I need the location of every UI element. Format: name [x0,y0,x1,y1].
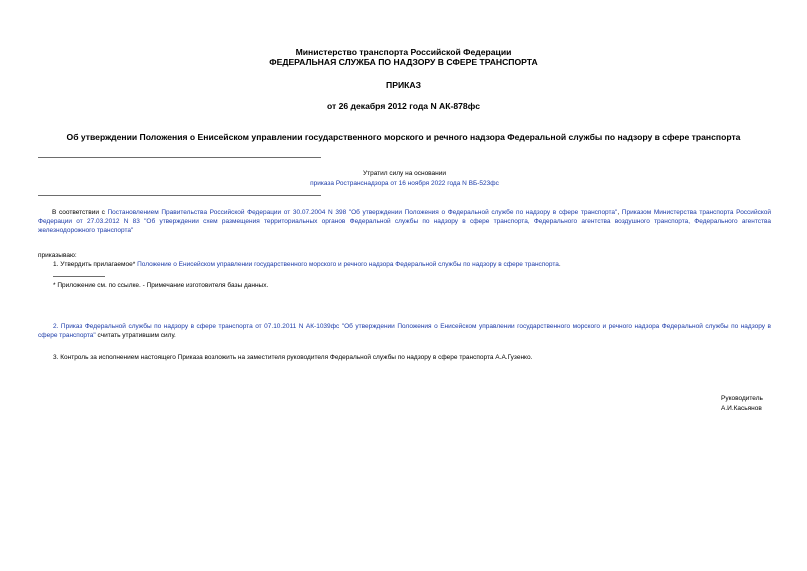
repealed-order-link[interactable]: 2. Приказ Федеральной службы по надзору в сфере транспорта от 07.10.2011 N АК-1039фс "Об утверждении Положения о Енисейском управлении государственного морского и речного надзора Федеральной службы по надзору в сфере транспорта" [38,323,771,339]
preamble-paragraph [38,208,771,235]
signatory-position: Руководитель [721,395,763,402]
ministry-name: Министерство транспорта Российской Федерации [295,47,512,57]
doc-title: Об утверждении Положения о Енисейском управлении государственного морского и речного надзора Федеральной службы по надзору в сфере транспорта [66,132,741,142]
item-1-prefix: 1. Утвердить прилагаемое* [53,261,138,268]
item-2-suffix: считать утратившим силу. [95,332,176,339]
preamble-separator: , [617,209,622,216]
preamble-intro: В соответствии с [52,209,108,216]
item-3: 3. Контроль за исполнением настоящего Приказа возложить на заместителя руководителя Федеральной службы по надзору в сфере транспорта А.А.Гузенко. [53,354,533,361]
doc-type: ПРИКАЗ [386,80,421,90]
repeal-order-link[interactable]: приказа Ространснадзора от 16 ноября 2022 года N ВБ-523фс [310,180,499,187]
item-1 [53,260,771,269]
status-line: Утратил силу на основании [362,170,447,177]
order-word: приказываю: [38,252,77,259]
item-1-suffix: . [558,261,561,268]
divider-top [38,157,321,158]
divider-bottom [38,195,321,196]
ministry-order-link[interactable]: Приказом Министерства транспорта Российской Федерации от 27.03.2012 N 83 "Об утверждении схем размещения территориальных органов Федеральной службы по надзору в сфере транспорта, Федерального агентства воздушного транспорта, Федерального агентства железнодорожного транспорта" [38,209,771,234]
signatory-name: А.И.Касьянов [721,405,762,412]
footnote-divider [53,276,105,277]
footnote: * Приложение см. по ссылке. - Примечание изготовителя базы данных. [53,282,269,289]
regulation-link[interactable]: Положение о Енисейском управлении государственного морского и речного надзора Федеральной службы по надзору в сфере транспорта [137,261,559,268]
government-decree-link[interactable]: Постановлением Правительства Российской Федерации от 30.07.2004 N 398 "Об утверждении Положения о Федеральной службе по надзору в сфере транспорта" [107,209,618,216]
doc-date-number: от 26 декабря 2012 года N АК-878фс [326,101,480,111]
service-name: ФЕДЕРАЛЬНАЯ СЛУЖБА ПО НАДЗОРУ В СФЕРЕ ТРАНСПОРТА [269,57,538,67]
item-2 [38,322,771,340]
